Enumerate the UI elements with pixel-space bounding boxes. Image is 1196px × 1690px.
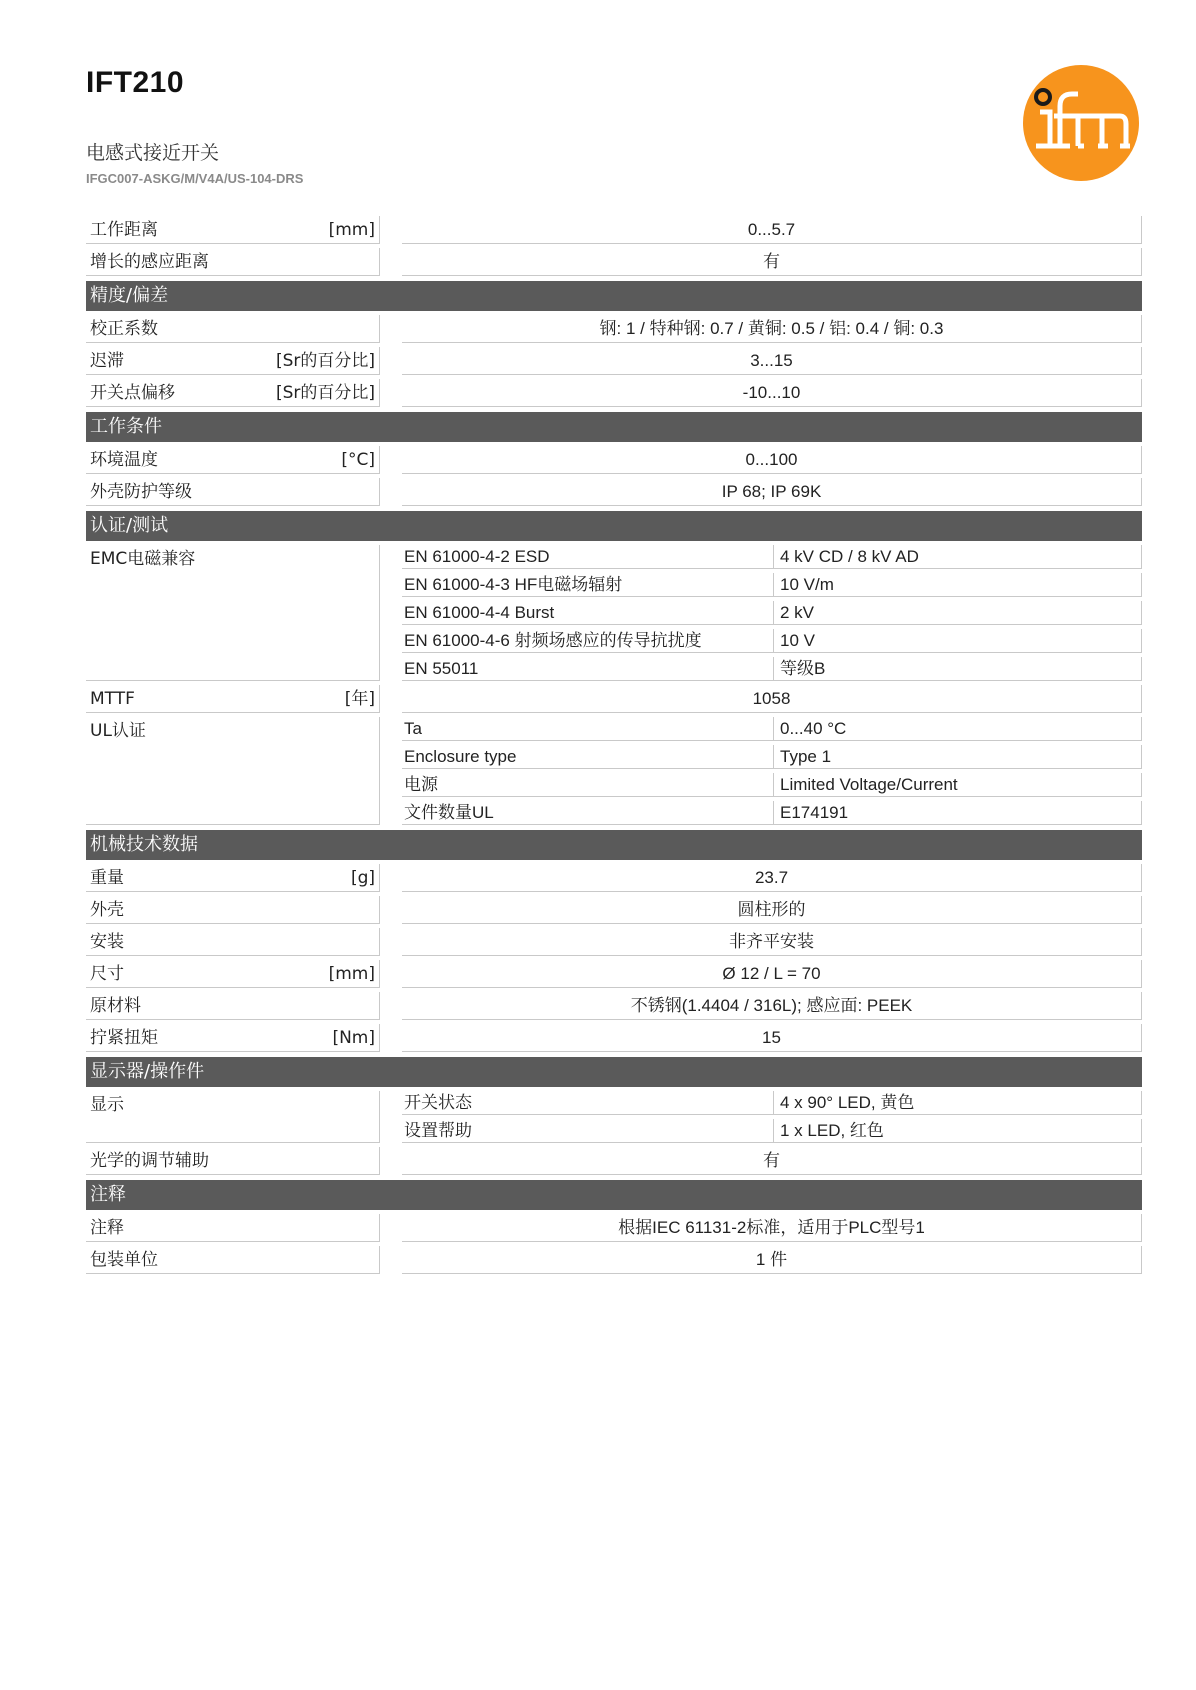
spec-value: 不锈钢(1.4404 / 316L); 感应面: PEEK (402, 992, 1142, 1020)
spec-unit: [年] (344, 689, 375, 709)
sub-value: 10 V (774, 629, 1142, 653)
product-type: 电感式接近开关 (86, 142, 220, 164)
sub-row (402, 745, 1142, 769)
sub-key: 电源 (402, 773, 774, 797)
article-number: IFGC007-ASKG/M/V4A/US-104-DRS (86, 171, 304, 186)
spec-label: MTTF [年] (86, 685, 380, 713)
sub-row (402, 717, 1142, 741)
spec-label: 外壳 (86, 896, 380, 924)
emc-subtable (402, 545, 1142, 681)
sub-row (402, 801, 1142, 825)
sub-value: 2 kV (774, 601, 1142, 625)
spec-label: 校正系数 (86, 315, 380, 343)
spec-value: 1 件 (402, 1246, 1142, 1274)
sub-value: 等级B (774, 657, 1142, 681)
section-header-display: 显示器/操作件 (86, 1057, 1142, 1087)
spec-label: 原材料 (86, 992, 380, 1020)
spec-value: 15 (402, 1024, 1142, 1052)
spec-row (86, 864, 1142, 892)
spec-row (86, 896, 1142, 924)
sub-row (402, 629, 1142, 653)
spec-value: 3...15 (402, 347, 1142, 375)
spec-row (86, 379, 1142, 407)
spec-label: 环境温度 [°C] (86, 446, 380, 474)
ul-subtable (402, 717, 1142, 825)
spec-value: 圆柱形的 (402, 896, 1142, 924)
spec-row (86, 992, 1142, 1020)
spec-value: -10...10 (402, 379, 1142, 407)
spec-value: 钢: 1 / 特种钢: 0.7 / 黄铜: 0.5 / 铝: 0.4 / 铜: 0.3 (402, 315, 1142, 343)
sub-key: 文件数量UL (402, 801, 774, 825)
sub-value: 0...40 °C (774, 717, 1142, 741)
section-header-accuracy: 精度/偏差 (86, 281, 1142, 311)
sub-key: EN 55011 (402, 657, 774, 681)
spec-label: 包装单位 (86, 1246, 380, 1274)
spec-value: 有 (402, 1147, 1142, 1175)
ifm-logo (1022, 64, 1140, 182)
spec-value: 有 (402, 248, 1142, 276)
section-header-operating: 工作条件 (86, 412, 1142, 442)
spec-value: 根据IEC 61131-2标准，适用于PLC型号1 (402, 1214, 1142, 1242)
spec-unit: [Sr的百分比] (275, 383, 375, 403)
spec-value: Ø 12 / L = 70 (402, 960, 1142, 988)
section-header-tests: 认证/测试 (86, 511, 1142, 541)
spec-row (86, 1147, 1142, 1175)
spec-unit: [Nm] (332, 1028, 375, 1048)
spec-unit: [g] (350, 868, 375, 888)
ul-group (86, 717, 1142, 825)
spec-row (86, 960, 1142, 988)
spec-label: 工作距离 [mm] (86, 216, 380, 244)
sub-row (402, 573, 1142, 597)
spec-row (86, 315, 1142, 343)
spec-unit: [°C] (341, 450, 375, 470)
spec-row (86, 248, 1142, 276)
spec-label: 迟滞 [Sr的百分比] (86, 347, 380, 375)
spec-row (86, 446, 1142, 474)
sub-row (402, 1119, 1142, 1143)
spec-table (86, 216, 1142, 1274)
sub-key: Ta (402, 717, 774, 741)
spec-label: 增长的感应距离 (86, 248, 380, 276)
sub-row (402, 773, 1142, 797)
spec-row (86, 928, 1142, 956)
sub-row (402, 601, 1142, 625)
spec-label: 外壳防护等级 (86, 478, 380, 506)
spec-row (86, 1246, 1142, 1274)
spec-value: 非齐平安装 (402, 928, 1142, 956)
sub-key: EN 61000-4-4 Burst (402, 601, 774, 625)
sub-value: 10 V/m (774, 573, 1142, 597)
display-subtable (402, 1091, 1142, 1143)
spec-row (86, 685, 1142, 713)
sub-key: EN 61000-4-3 HF电磁场辐射 (402, 573, 774, 597)
display-group (86, 1091, 1142, 1143)
spec-label: EMC电磁兼容 (86, 545, 380, 681)
spec-unit: [mm] (328, 220, 375, 240)
spec-label: 开关点偏移 [Sr的百分比] (86, 379, 380, 407)
spec-unit: [mm] (328, 964, 375, 984)
spec-value: IP 68; IP 69K (402, 478, 1142, 506)
spec-label: 重量 [g] (86, 864, 380, 892)
spec-row (86, 1024, 1142, 1052)
section-header-mechanical: 机械技术数据 (86, 830, 1142, 860)
spec-label: 安装 (86, 928, 380, 956)
sub-value: 4 x 90° LED, 黄色 (774, 1091, 1142, 1115)
spec-row (86, 1214, 1142, 1242)
sub-row (402, 657, 1142, 681)
section-header-notes: 注释 (86, 1180, 1142, 1210)
sub-key: 设置帮助 (402, 1119, 774, 1143)
sub-value: 4 kV CD / 8 kV AD (774, 545, 1142, 569)
spec-label: 拧紧扭矩 [Nm] (86, 1024, 380, 1052)
spec-label: UL认证 (86, 717, 380, 825)
sub-value: Limited Voltage/Current (774, 773, 1142, 797)
spec-row (86, 478, 1142, 506)
sub-key: Enclosure type (402, 745, 774, 769)
emc-group (86, 545, 1142, 681)
spec-value: 1058 (402, 685, 1142, 713)
sub-key: EN 61000-4-6 射频场感应的传导抗扰度 (402, 629, 774, 653)
spec-label: 注释 (86, 1214, 380, 1242)
spec-label: 显示 (86, 1091, 380, 1143)
spec-value: 0...5.7 (402, 216, 1142, 244)
sub-value: Type 1 (774, 745, 1142, 769)
product-code: IFT210 (86, 66, 185, 99)
spec-unit: [Sr的百分比] (275, 351, 375, 371)
sub-value: E174191 (774, 801, 1142, 825)
spec-value: 0...100 (402, 446, 1142, 474)
spec-row (86, 347, 1142, 375)
spec-label: 尺寸 [mm] (86, 960, 380, 988)
sub-key: EN 61000-4-2 ESD (402, 545, 774, 569)
sub-row (402, 1091, 1142, 1115)
spec-row (86, 216, 1142, 244)
sub-key: 开关状态 (402, 1091, 774, 1115)
sub-row (402, 545, 1142, 569)
spec-value: 23.7 (402, 864, 1142, 892)
sub-value: 1 x LED, 红色 (774, 1119, 1142, 1143)
spec-label: 光学的调节辅助 (86, 1147, 380, 1175)
